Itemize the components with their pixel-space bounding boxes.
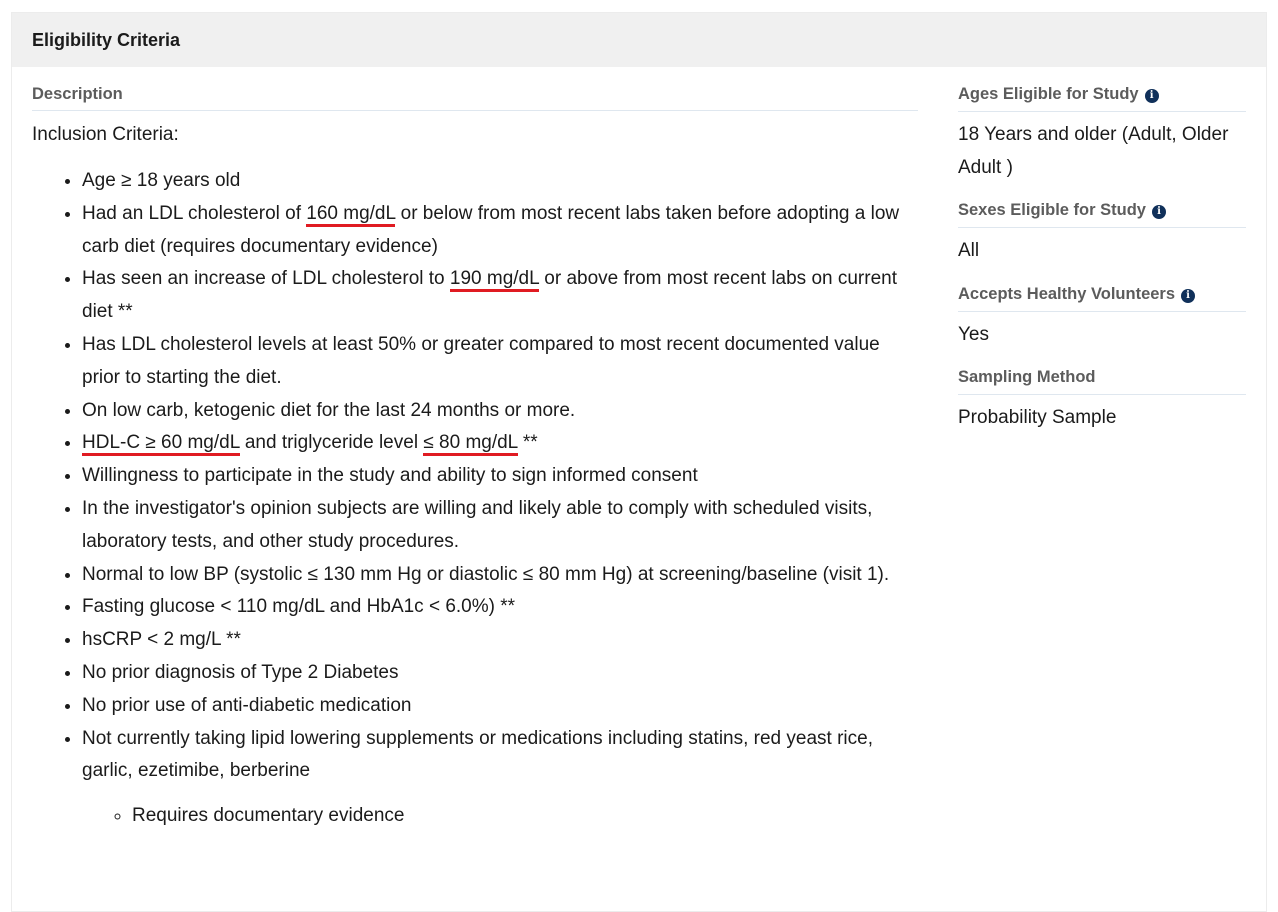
sidebar-label (958, 285, 1246, 312)
criteria-text: Fasting glucose < 110 mg/dL and HbA1c < 6.0%) ** (82, 596, 516, 618)
description-section (32, 85, 918, 832)
criteria-item (82, 395, 918, 428)
criteria-item (82, 263, 918, 329)
criteria-list (32, 165, 918, 832)
criteria-text: No prior diagnosis of Type 2 Diabetes (82, 661, 399, 683)
criteria-item (82, 427, 918, 460)
eligibility-panel (11, 12, 1267, 912)
sidebar-label-text: Ages Eligible for Study (958, 85, 1139, 103)
criteria-item (82, 198, 918, 264)
criteria-text: Normal to low BP (systolic ≤ 130 mm Hg or diastolic ≤ 80 mm Hg) at screening/baseline (visit 1). (82, 563, 890, 585)
criteria-text: Age ≥ 18 years old (82, 170, 241, 191)
sidebar-value: Probability Sample (958, 407, 1117, 428)
criteria-text: In the investigator's opinion subjects are willing and likely able to comply with scheduled visits, laboratory tests, and other study procedures. (82, 497, 873, 552)
sidebar-label (958, 368, 1246, 395)
study-details-sidebar (958, 85, 1246, 452)
sidebar-label (958, 201, 1246, 228)
sidebar-label (958, 85, 1246, 112)
criteria-text: Has LDL cholesterol levels at least 50% or greater compared to most recent documented value prior to starting the diet. (82, 333, 880, 388)
criteria-subitem: ◦ Requires documentary evidence (132, 800, 918, 832)
criteria-item (82, 624, 918, 657)
criteria-text: or above from most recent labs on current diet ** (82, 268, 897, 323)
panel-title: Eligibility Criteria (32, 29, 181, 50)
criteria-item (82, 329, 918, 395)
criteria-text: Has seen an increase of LDL cholesterol to (82, 268, 450, 290)
criteria-sublist (82, 800, 918, 832)
criteria-text: ** (517, 432, 538, 454)
highlighted-value: HDL-C ≥ 60 mg/dL (82, 432, 240, 456)
criteria-item (82, 690, 918, 723)
criteria-text: or below from most recent labs taken before adopting a low carb diet (requires documentary evidence) (82, 202, 900, 257)
criteria-item (82, 591, 918, 624)
criteria-text: On low carb, ketogenic diet for the last 24 months or more. (82, 399, 576, 421)
criteria-text: Had an LDL cholesterol of (82, 202, 307, 224)
highlighted-value: 160 mg/dL (306, 203, 395, 227)
criteria-item (82, 657, 918, 690)
sidebar-value: Yes (958, 323, 989, 345)
criteria-text: hsCRP < 2 mg/L ** (82, 629, 241, 651)
criteria-item (82, 460, 918, 493)
criteria-text: and triglyceride level (239, 432, 424, 454)
info-icon[interactable]: i (1181, 289, 1195, 303)
criteria-text: No prior use of anti-diabetic medication (82, 694, 412, 716)
sidebar-label-text: Accepts Healthy Volunteers (958, 284, 1176, 303)
sidebar-block (958, 285, 1246, 352)
sidebar-value: All (958, 240, 980, 261)
highlighted-value: 190 mg/dL (450, 268, 539, 292)
criteria-item (82, 723, 918, 833)
info-icon[interactable]: i (1152, 205, 1166, 219)
criteria-text: Willingness to participate in the study and ability to sign informed consent (82, 465, 698, 487)
info-icon[interactable]: i (1145, 89, 1159, 103)
sidebar-label-text: Sampling Method (958, 368, 1096, 386)
sidebar-block (958, 201, 1246, 268)
sidebar-block (958, 85, 1246, 184)
sidebar-label-text: Sexes Eligible for Study (958, 201, 1146, 219)
criteria-item (82, 559, 918, 592)
highlighted-value: ≤ 80 mg/dL (423, 432, 517, 456)
sidebar-block (958, 368, 1246, 435)
description-label: Description (32, 85, 918, 111)
sidebar-value: 18 Years and older (Adult, Older Adult ) (958, 124, 1229, 178)
panel-header (12, 13, 1266, 67)
criteria-item (82, 165, 918, 198)
criteria-item (82, 493, 918, 559)
criteria-text: Not currently taking lipid lowering supplements or medications including statins, red yeast rice, garlic, ezetimibe, berberine (82, 727, 873, 782)
inclusion-criteria-heading: Inclusion Criteria: (32, 124, 179, 145)
